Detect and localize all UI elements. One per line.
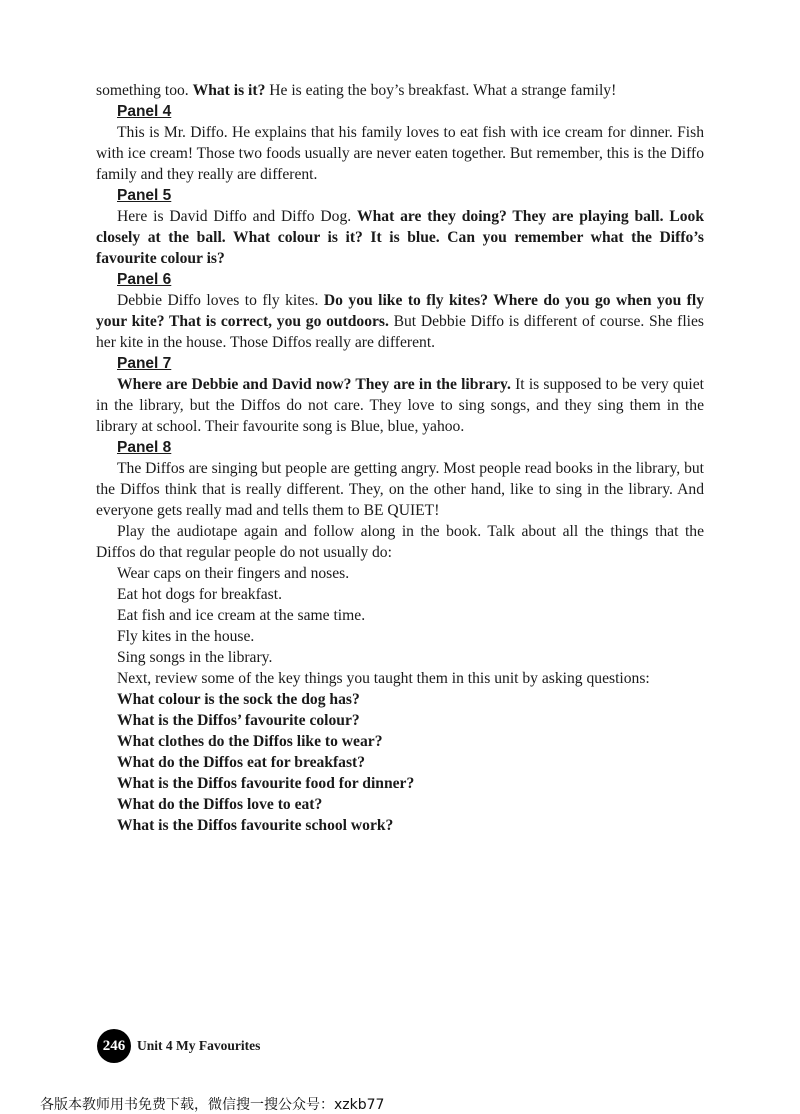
play-instruction: Play the audiotape again and follow along in the book. Talk about all the things that the Diffos do that regular people do not usually do: xyxy=(96,523,704,561)
intro-question: What is it? xyxy=(192,82,266,99)
panel-7-text: Where are Debbie and David now? They are in the library. It is supposed to be very quiet in the library, but the Diffos do not care. They love to sing songs, and they sing them in the library at school. Their favourite song is Blue, blue, yahoo. xyxy=(96,376,704,435)
list-item: Sing songs in the library. xyxy=(117,649,273,666)
panel-6-heading: Panel 6 xyxy=(117,271,172,288)
list-item: Fly kites in the house. xyxy=(117,628,255,645)
review-instruction: Next, review some of the key things you taught them in this unit by asking questions: xyxy=(117,670,650,687)
things-list xyxy=(96,563,704,668)
review-question: What do the Diffos love to eat? xyxy=(117,796,323,813)
panel-5-heading: Panel 5 xyxy=(117,187,172,204)
review-question: What do the Diffos eat for breakfast? xyxy=(117,754,366,771)
page-footer xyxy=(97,1029,260,1063)
review-question: What is the Diffos’ favourite colour? xyxy=(117,712,360,729)
panel-6-text: Debbie Diffo loves to fly kites. Do you like to fly kites? Where do you go when you fly your kite? That is correct, you go outdoors. But Debbie Diffo is different of course. She flies her kite in the house. Those Diffos really are different. xyxy=(96,292,704,351)
review-question: What colour is the sock the dog has? xyxy=(117,691,360,708)
page-body xyxy=(96,80,704,836)
panel-8-heading: Panel 8 xyxy=(117,439,172,456)
panel-8-text: The Diffos are singing but people are getting angry. Most people read books in the library, but the Diffos think that is really different. They, on the other hand, like to sing in the library. And everyone gets really mad and tells them to BE QUIET! xyxy=(96,460,704,519)
panel-7-heading: Panel 7 xyxy=(117,355,172,372)
panel-4-text: This is Mr. Diffo. He explains that his family loves to eat fish with ice cream for dinner. Fish with ice cream! Those two foods usually are never eaten together. But remember, this is the Diffo family and they really are different. xyxy=(96,124,704,183)
watermark-text: 各版本教师用书免费下载，微信搜一搜公众号：xzkb77 xyxy=(40,1097,385,1113)
list-item: Wear caps on their fingers and noses. xyxy=(117,565,350,582)
unit-label: Unit 4 My Favourites xyxy=(137,1038,261,1053)
panel-5-text: Here is David Diffo and Diffo Dog. What are they doing? They are playing ball. Look closely at the ball. What colour is it? It is blue. Can you remember what the Diffo’s favourite colour is? xyxy=(96,208,705,267)
panel-4-heading: Panel 4 xyxy=(117,103,172,120)
review-questions xyxy=(96,689,704,836)
review-question: What is the Diffos favourite school work? xyxy=(117,817,394,834)
list-item: Eat hot dogs for breakfast. xyxy=(117,586,282,603)
review-question: What is the Diffos favourite food for dinner? xyxy=(117,775,415,792)
intro-paragraph: something too. What is it? He is eating the boy’s breakfast. What a strange family! xyxy=(96,82,617,99)
review-question: What clothes do the Diffos like to wear? xyxy=(117,733,383,750)
list-item: Eat fish and ice cream at the same time. xyxy=(117,607,366,624)
page-number: 246 xyxy=(97,1029,131,1063)
